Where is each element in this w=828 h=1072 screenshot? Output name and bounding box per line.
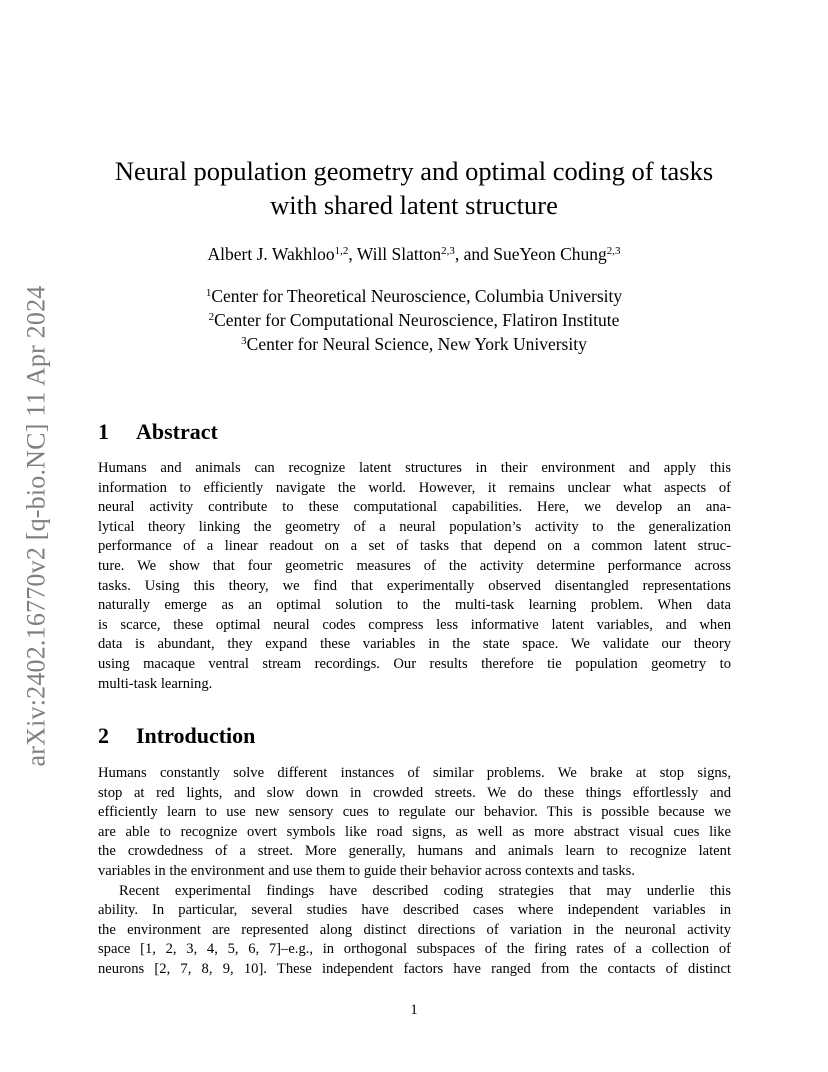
- section-title: Abstract: [136, 419, 218, 444]
- text-line: are able to recognize overt symbols like road signs, as well as more abstract visual cues like: [98, 823, 731, 840]
- paper-title: [80, 154, 748, 222]
- text-line: naturally emerge as an optimal solution to the multi-task learning problem. When data: [98, 597, 731, 614]
- affiliation-text: Center for Theoretical Neuroscience, Columbia University: [211, 286, 623, 306]
- text-line: neurons [2, 7, 8, 9, 10]. These independent factors have ranged from the contacts of distinct: [98, 960, 731, 977]
- text-line: performance of a linear readout on a set of tasks that depend on a common latent struc-: [98, 538, 731, 555]
- author-name: SueYeon Chung: [493, 244, 607, 264]
- section-number: 1: [98, 419, 109, 444]
- title-line: with shared latent structure: [270, 190, 558, 220]
- author-separator: , and: [454, 244, 494, 264]
- arxiv-identifier-stamp: [16, 271, 56, 781]
- text-line: neural activity contribute to these computational capabilities. Here, we develop an ana-: [98, 499, 731, 516]
- text-line: is scarce, these optimal neural codes compress less informative latent variables, and when: [98, 616, 731, 633]
- author-list: [80, 243, 748, 265]
- text-line: information to efficiently navigate the world. However, it remains unclear what aspects of: [98, 479, 731, 496]
- section-title: Introduction: [136, 723, 256, 748]
- author-separator: ,: [348, 244, 357, 264]
- text-line: data is abundant, they expand these variables in the state space. We validate our theory: [98, 636, 731, 653]
- affiliation-list: [80, 284, 748, 356]
- text-line: multi-task learning.: [98, 675, 213, 692]
- section-number: 2: [98, 723, 109, 748]
- author-name: Albert J. Wakhloo: [207, 244, 335, 264]
- text-line: variables in the environment and use them to guide their behavior across contexts and tasks.: [98, 862, 635, 879]
- text-line: lytical theory linking the geometry of a neural population’s activity to the generalization: [98, 518, 731, 535]
- introduction-paragraph-2: [98, 882, 731, 980]
- arxiv-identifier-text: arXiv:2402.16770v2 [q-bio.NC] 11 Apr 2024: [21, 285, 51, 767]
- author-name: Will Slatton: [356, 244, 442, 264]
- page-number: 1: [410, 1002, 418, 1018]
- abstract-paragraph: [98, 459, 731, 694]
- author-affiliation-marker: 1,2: [334, 245, 349, 257]
- text-line: Humans constantly solve different instances of similar problems. We brake at stop signs,: [98, 765, 731, 781]
- affiliation-marker: 1: [205, 287, 212, 299]
- affiliation: [80, 308, 748, 332]
- affiliation-text: Center for Neural Science, New York University: [246, 334, 587, 354]
- text-line: the environment are represented along distinct directions of variation in the neuronal activity: [98, 921, 731, 938]
- text-line: Humans and animals can recognize latent structures in their environment and apply this: [98, 460, 731, 476]
- section-heading-abstract: [98, 419, 218, 445]
- introduction-paragraph-1: [98, 764, 731, 882]
- text-line: ability. In particular, several studies have described cases where independent variables in: [98, 902, 731, 919]
- text-line: Recent experimental findings have described coding strategies that may underlie this: [119, 882, 731, 899]
- text-line: stop at red lights, and slow down in crowded streets. We do these things effortlessly and: [98, 784, 731, 801]
- affiliation-marker: 2: [208, 311, 215, 323]
- affiliation: [80, 284, 748, 308]
- text-line: tasks. Using this theory, we find that experimentally observed disentangled representations: [98, 577, 731, 594]
- author-affiliation-marker: 2,3: [606, 245, 621, 257]
- text-line: efficiently learn to use new sensory cues to regulate our behavior. This is possible because we: [98, 804, 731, 821]
- author-affiliation-marker: 2,3: [441, 245, 455, 257]
- text-line: ture. We show that four geometric measures of the activity determine performance across: [98, 557, 731, 574]
- text-line: using macaque ventral stream recordings. Our results therefore tie population geometry to: [98, 655, 731, 672]
- text-line: space [1, 2, 3, 4, 5, 6, 7]–e.g., in orthogonal subspaces of the firing rates of a collection of: [98, 941, 731, 958]
- affiliation-text: Center for Computational Neuroscience, Flatiron Institute: [214, 310, 620, 330]
- section-heading-introduction: [98, 723, 255, 749]
- text-line: the crowdedness of a street. More generally, humans and animals learn to recognize latent: [98, 843, 731, 860]
- affiliation-marker: 3: [241, 335, 247, 347]
- title-line: Neural population geometry and optimal coding of tasks: [114, 156, 714, 186]
- affiliation: [80, 332, 748, 356]
